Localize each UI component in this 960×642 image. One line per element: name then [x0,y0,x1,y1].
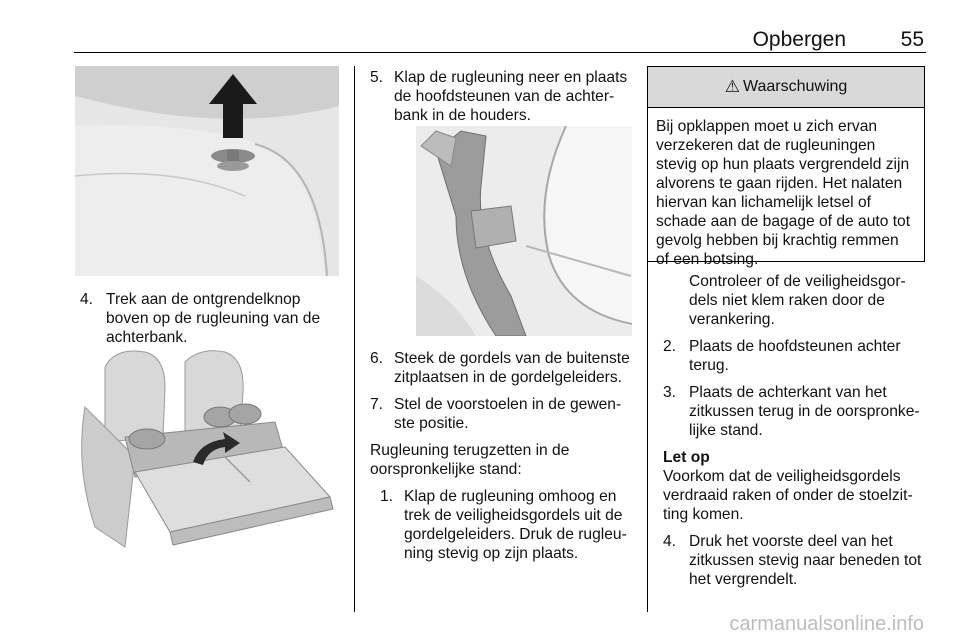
instruction-step-4: 4. Trek aan de ontgrendelknop boven op de rugleuning van de achterbank. [80,291,321,346]
instruction-step-7: 7. Stel de voorstoelen in de gewenste positie. [370,396,622,432]
watermark: carmanualsonline.info [729,613,924,635]
column-divider-left [354,66,355,612]
warning-header [648,67,924,108]
instruction-step-1: 1. Klap de rugleuning omhoog en trek de veiligheidsgordels uit de gordelgeleiders. Druk de rugleuning stevig op zijn plaats. [380,488,627,562]
page-number: 55 [900,28,924,51]
warning-triangle-icon: ⚠ [724,77,740,96]
figure-folded-rear-seat [75,347,339,555]
warning-box [647,66,925,268]
page-header [74,22,926,53]
note-label: Let op [663,449,710,466]
instruction-step-5: 5. Klap de rugleuning neer en plaats de hoofdsteunen van de achterbank in de houders. [370,69,628,124]
middle-column-top-text [370,68,635,133]
left-column-text [80,290,342,355]
instruction-step-4-right: 4. Druk het voorste deel van het zitkussen stevig naar beneden tot het vergrendelt. [663,533,922,588]
restore-subheading: Rugleuning terugzetten in de oorspronkelijke stand: [370,442,570,478]
warning-text: Bij opklappen moet u zich ervan verzekeren dat de rugleuningen stevig op hun plaats vergrendeld zijn alvorens te gaan rijden. Het nalaten hiervan kan lichamelijk letsel of schade aan de bagage of de auto tot gevolg hebben bij krachtig remmen of een botsing. [656,118,911,268]
figure-belt-guide [416,126,632,336]
instruction-step-2: 2. Plaats de hoofdsteunen achter terug. [663,338,901,374]
right-column-text [663,272,929,597]
warning-title: Waarschuwing [742,78,848,95]
section-title: Opbergen [752,28,846,51]
instruction-step-6: 6. Steek de gordels van de buitenste zitplaatsen in de gordelgeleiders. [370,350,630,386]
note-text: Voorkom dat de veiligheidsgordels verdraaid raken of onder de stoelzitting komen. [663,468,913,523]
instruction-step-3: 3. Plaats de achterkant van het zitkussen terug in de oorspronkelijke stand. [663,384,920,439]
middle-column-bottom-text [370,349,635,571]
figure-release-knob [75,66,339,276]
continuation-text: Controleer of de veiligheidsgordels niet klem raken door de verankering. [689,273,906,328]
